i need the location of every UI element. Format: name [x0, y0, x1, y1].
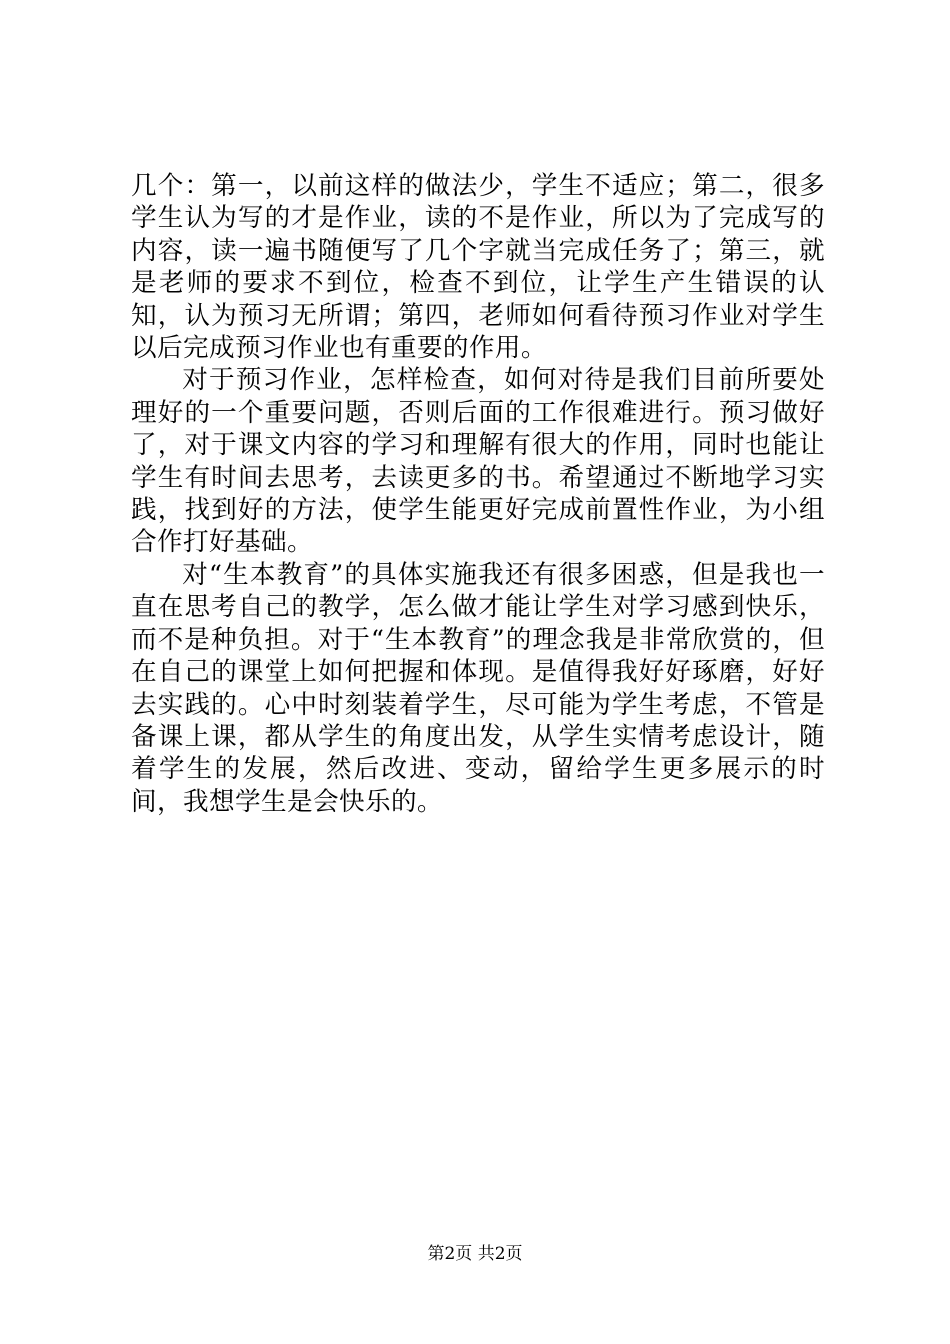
paragraph-3: 对“生本教育”的具体实施我还有很多困惑，但是我也一直在思考自己的教学，怎么做才能让学生对学习感到快乐，而不是种负担。对于“生本教育”的理念我是非常欣赏的，但在自己的课堂上如何把握和体现。是值得我好好琢磨，好好去实践的。心中时刻装着学生，尽可能为学生考虑，不管是备课上课，都从学生的角度出发，从学生实情考虑设计，随着学生的发展，然后改进、变动，留给学生更多展示的时间，我想学生是会快乐的。 — [131, 559, 825, 817]
document-body — [131, 170, 825, 818]
page-number-footer: 第2页 共2页 — [427, 1244, 523, 1264]
paragraph-2: 对于预习作业，怎样检查，如何对待是我们目前所要处理好的一个重要问题，否则后面的工作很难进行。预习做好了，对于课文内容的学习和理解有很大的作用，同时也能让学生有时间去思考，去读更多的书。希望通过不断地学习实践，找到好的方法，使学生能更好完成前置性作业，为小组合作打好基础。 — [131, 365, 825, 558]
paragraph-1: 几个：第一，以前这样的做法少，学生不适应；第二，很多学生认为写的才是作业，读的不是作业，所以为了完成写的内容，读一遍书随便写了几个字就当完成任务了；第三，就是老师的要求不到位，检查不到位，让学生产生错误的认知，认为预习无所谓；第四，老师如何看待预习作业对学生以后完成预习作业也有重要的作用。 — [131, 171, 825, 364]
